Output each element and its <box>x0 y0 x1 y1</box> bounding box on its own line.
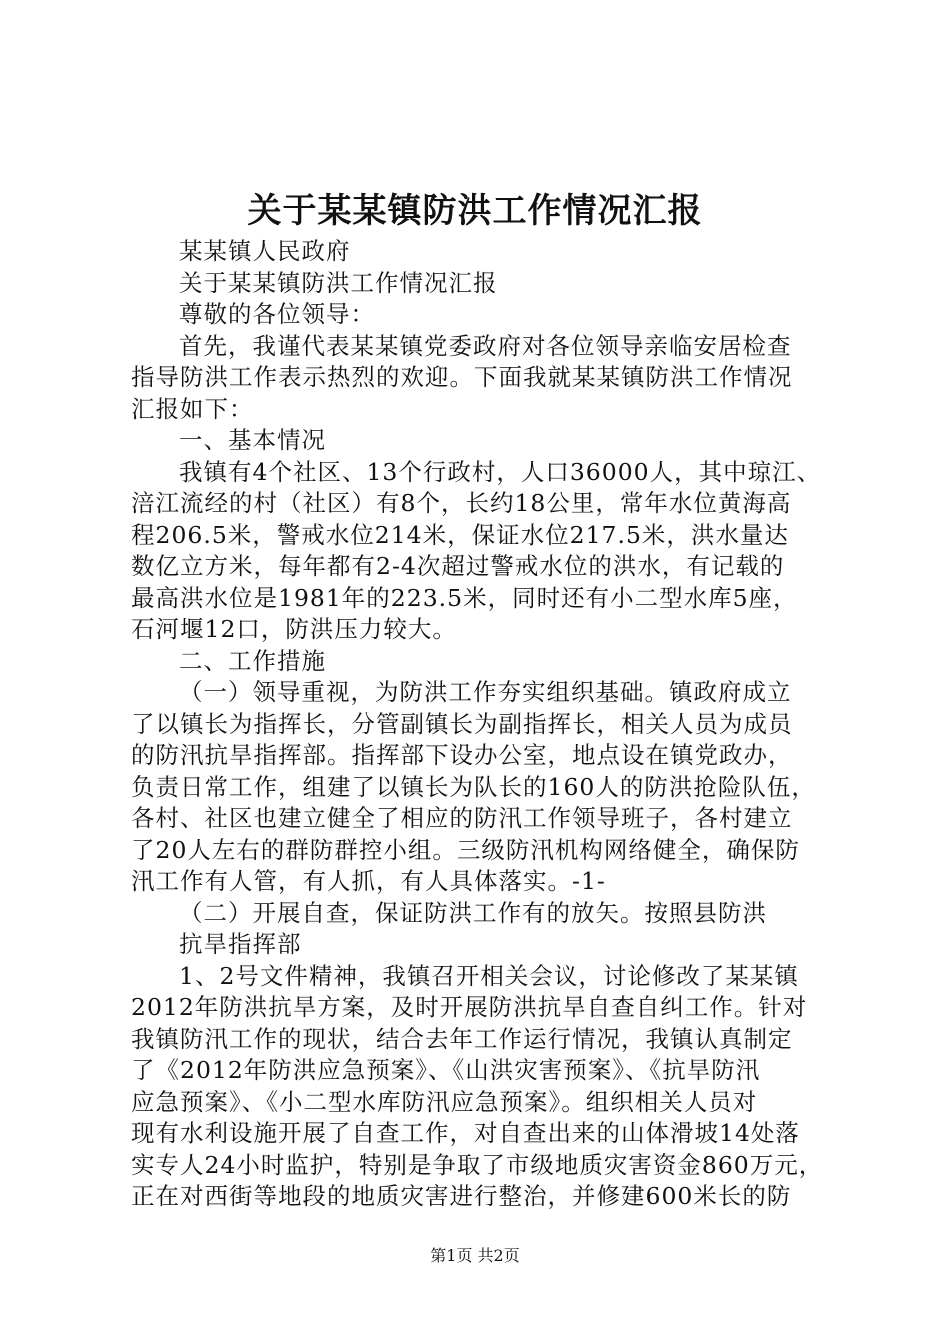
text-line: 汛工作有人管，有人抓，有人具体落实。-1- <box>131 867 606 895</box>
text-line: 一、基本情况 <box>179 426 326 454</box>
page-footer: 第1页 共2页 <box>430 1246 520 1265</box>
text-line: （二）开展自查，保证防洪工作有的放矢。按照县防洪 <box>179 898 767 927</box>
text-line: 正在对西街等地段的地质灾害进行整治，并修建600米长的防 <box>131 1182 792 1210</box>
text-line: 最高洪水位是1981年的223.5米，同时还有小二型水库5座， <box>131 583 798 612</box>
text-line: 实专人24小时监护，特别是争取了市级地质灾害资金860万元， <box>131 1150 824 1179</box>
text-line: 程206.5米，警戒水位214米，保证水位217.5米，洪水量达 <box>131 520 789 549</box>
text-line: 应急预案》、《小二型水库防汛应急预案》。组织相关人员对 <box>131 1087 758 1116</box>
text-line: 1、2号文件精神，我镇召开相关会议，讨论修改了某某镇 <box>179 961 799 990</box>
text-line: （一）领导重视，为防洪工作夯实组织基础。镇政府成立 <box>179 678 792 706</box>
text-line: 石河堰12口，防洪压力较大。 <box>131 615 457 643</box>
text-line: 了以镇长为指挥长，分管副镇长为副指挥长，相关人员为成员 <box>131 709 793 738</box>
text-line: 我镇有4个社区、13个行政村，人口36000人，其中琼江、 <box>179 457 822 486</box>
text-line: 了《2012年防洪应急预案》、《山洪灾害预案》、《抗旱防汛 <box>131 1056 761 1084</box>
text-line: 涪江流经的村（社区）有8个，长约18公里，常年水位黄海高 <box>131 489 792 517</box>
document-title: 关于某某镇防洪工作情况汇报 <box>247 191 703 231</box>
text-line: 我镇防汛工作的现状，结合去年工作运行情况，我镇认真制定 <box>131 1024 793 1053</box>
text-line: 某某镇人民政府 <box>179 237 351 265</box>
text-line: 2012年防洪抗旱方案，及时开展防洪抗旱自查自纠工作。针对 <box>131 993 808 1021</box>
text-line: 数亿立方米，每年都有2-4次超过警戒水位的洪水，有记载的 <box>131 552 785 580</box>
text-line: 现有水利设施开展了自查工作，对自查出来的山体滑坡14处落 <box>131 1119 800 1147</box>
text-line: 负责日常工作，组建了以镇长为队长的160人的防洪抢险队伍， <box>131 772 816 801</box>
text-line: 的防汛抗旱指挥部。指挥部下设办公室，地点设在镇党政办， <box>131 741 793 769</box>
text-line: 了20人左右的群防群控小组。三级防汛机构网络健全，确保防 <box>131 835 800 864</box>
text-line: 关于某某镇防洪工作情况汇报 <box>179 268 498 297</box>
text-line: 抗旱指挥部 <box>179 930 302 958</box>
text-line: 二、工作措施 <box>179 646 326 675</box>
text-line: 尊敬的各位领导： <box>179 300 375 328</box>
text-line: 汇报如下： <box>131 394 254 423</box>
text-line: 指导防洪工作表示热烈的欢迎。下面我就某某镇防洪工作情况 <box>131 363 793 391</box>
text-line: 各村、社区也建立健全了相应的防汛工作领导班子，各村建立 <box>131 804 793 832</box>
document-body <box>131 236 836 1213</box>
text-line: 首先，我谨代表某某镇党委政府对各位领导亲临安居检查 <box>179 331 792 360</box>
